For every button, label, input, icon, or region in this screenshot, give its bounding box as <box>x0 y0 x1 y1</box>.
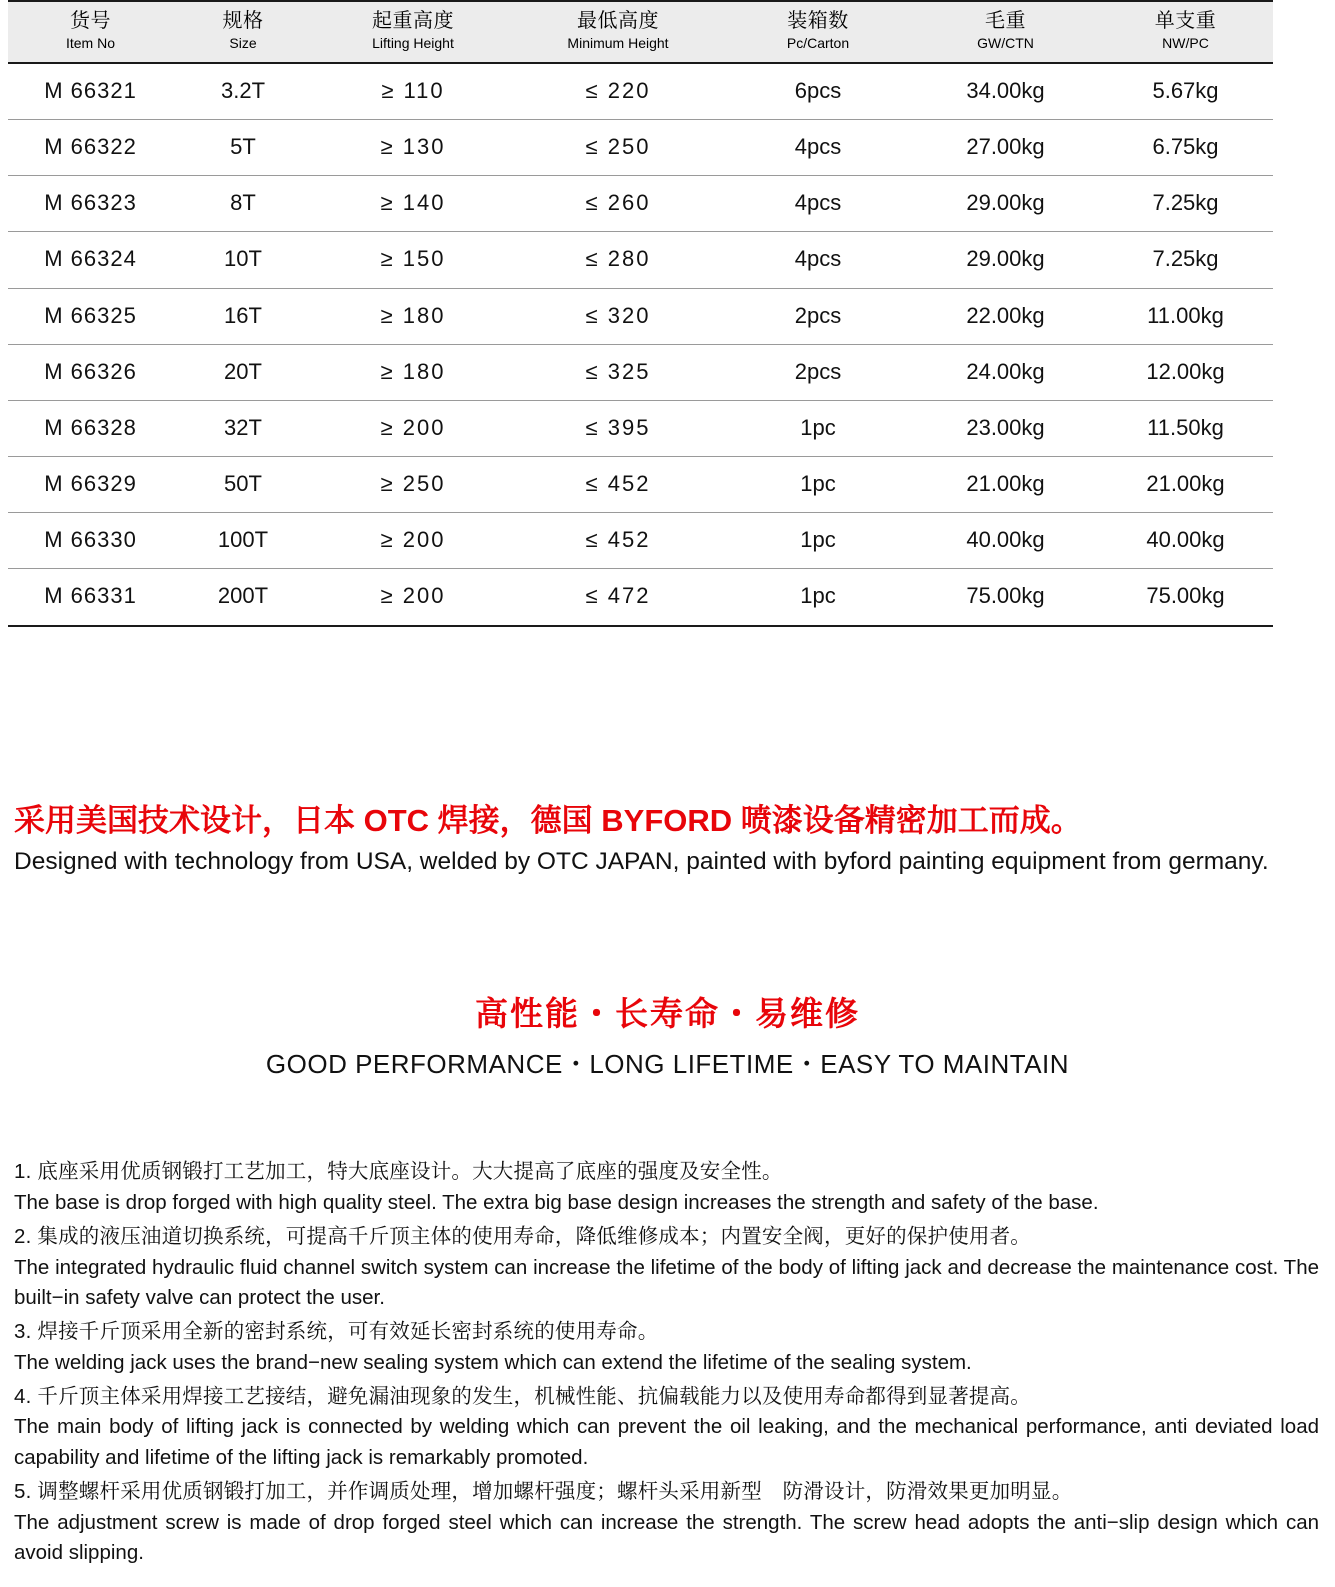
cell-item-no: M 66329 <box>8 457 173 513</box>
cell-item-no: M 66326 <box>8 344 173 400</box>
table-row <box>8 288 1273 344</box>
cell-item-no: M 66325 <box>8 288 173 344</box>
cell-minimum-height: ≤ 452 <box>513 513 723 569</box>
cell-lifting-height: ≥ 200 <box>313 400 513 456</box>
cell-net-weight: 5.67kg <box>1098 63 1273 120</box>
table-row <box>8 119 1273 175</box>
column-header-cn: 单支重 <box>1154 10 1217 32</box>
column-header-en: NW/PC <box>1162 35 1209 51</box>
cell-size: 100T <box>173 513 313 569</box>
cell-item-no: M 66321 <box>8 63 173 120</box>
feature-list <box>14 1156 1319 1569</box>
feature-chinese: 3. 焊接千斤顶采用全新的密封系统，可有效延长密封系统的使用寿命。 <box>14 1320 659 1344</box>
cell-lifting-height: ≥ 140 <box>313 176 513 232</box>
cell-pc-carton: 4pcs <box>723 232 913 288</box>
cell-gross-weight: 75.00kg <box>913 569 1098 626</box>
cell-minimum-height: ≤ 220 <box>513 63 723 120</box>
cell-net-weight: 75.00kg <box>1098 569 1273 626</box>
headline-chinese: 高性能・长寿命・易维修 <box>475 995 860 1033</box>
cell-gross-weight: 27.00kg <box>913 119 1098 175</box>
cell-minimum-height: ≤ 250 <box>513 119 723 175</box>
specification-table <box>8 0 1273 627</box>
table-row <box>8 63 1273 120</box>
column-header-cn: 装箱数 <box>787 10 849 32</box>
column-header-lifting-height <box>313 1 513 63</box>
column-header-cn: 货号 <box>70 10 111 32</box>
cell-gross-weight: 29.00kg <box>913 176 1098 232</box>
slogan-block <box>14 802 1314 879</box>
cell-size: 20T <box>173 344 313 400</box>
cell-size: 16T <box>173 288 313 344</box>
column-header-net-weight <box>1098 1 1273 63</box>
column-header-cn: 起重高度 <box>372 10 454 32</box>
feature-chinese: 2. 集成的液压油道切换系统，可提高千斤顶主体的使用寿命，降低维修成本；内置安全阀，更好的保护使用者。 <box>14 1224 1031 1248</box>
cell-lifting-height: ≥ 200 <box>313 569 513 626</box>
cell-size: 8T <box>173 176 313 232</box>
cell-size: 32T <box>173 400 313 456</box>
column-header-en: Item No <box>65 35 115 51</box>
cell-item-no: M 66323 <box>8 176 173 232</box>
cell-lifting-height: ≥ 110 <box>313 63 513 120</box>
column-header-en: GW/CTN <box>977 35 1034 51</box>
cell-pc-carton: 1pc <box>723 457 913 513</box>
cell-gross-weight: 40.00kg <box>913 513 1098 569</box>
cell-gross-weight: 23.00kg <box>913 400 1098 456</box>
cell-pc-carton: 1pc <box>723 513 913 569</box>
cell-pc-carton: 6pcs <box>723 63 913 120</box>
cell-minimum-height: ≤ 472 <box>513 569 723 626</box>
table-body <box>8 63 1273 626</box>
headline-english: GOOD PERFORMANCE・LONG LIFETIME・EASY TO MAINTAIN <box>265 1049 1070 1080</box>
slogan-english: Designed with technology from USA, welded by OTC JAPAN, painted with byford painting equipment from germany. <box>14 848 1269 876</box>
table-row <box>8 344 1273 400</box>
cell-gross-weight: 21.00kg <box>913 457 1098 513</box>
cell-gross-weight: 22.00kg <box>913 288 1098 344</box>
feature-chinese: 1. 底座采用优质钢锻打工艺加工，特大底座设计。大大提高了底座的强度及安全性。 <box>14 1160 783 1184</box>
feature-english: The integrated hydraulic fluid channel switch system can increase the lifetime of the body of lifting jack and decrease the maintenance cost. The built−in safety valve can protect the user. <box>14 1255 1319 1310</box>
cell-pc-carton: 1pc <box>723 569 913 626</box>
cell-minimum-height: ≤ 395 <box>513 400 723 456</box>
column-header-cn: 规格 <box>222 10 264 32</box>
column-header-minimum-height <box>513 1 723 63</box>
column-header-en: Pc/Carton <box>786 35 850 51</box>
cell-pc-carton: 1pc <box>723 400 913 456</box>
cell-net-weight: 11.00kg <box>1098 288 1273 344</box>
table-row <box>8 513 1273 569</box>
cell-minimum-height: ≤ 280 <box>513 232 723 288</box>
cell-minimum-height: ≤ 320 <box>513 288 723 344</box>
feature-item <box>14 1156 1319 1219</box>
cell-pc-carton: 4pcs <box>723 119 913 175</box>
column-header-en: Lifting Height <box>372 35 454 51</box>
feature-item <box>14 1221 1319 1314</box>
feature-english: The main body of lifting jack is connected by welding which can prevent the oil leaking, and the mechanical performance, anti deviated load capability and lifetime of the lifting jack is remarkably promoted. <box>14 1415 1319 1470</box>
column-header-gross-weight <box>913 1 1098 63</box>
column-header-en: Minimum Height <box>567 35 669 51</box>
column-header-item-no <box>8 1 173 63</box>
cell-size: 5T <box>173 119 313 175</box>
headline-block <box>0 988 1335 1081</box>
cell-size: 50T <box>173 457 313 513</box>
feature-chinese: 5. 调整螺杆采用优质钢锻打加工，并作调质处理，增加螺杆强度；螺杆头采用新型 防滑设计，防滑效果更加明显。 <box>14 1479 1073 1503</box>
table-header-row <box>8 1 1273 63</box>
feature-english: The welding jack uses the brand−new sealing system which can extend the lifetime of the sealing system. <box>14 1350 972 1374</box>
cell-lifting-height: ≥ 200 <box>313 513 513 569</box>
cell-net-weight: 40.00kg <box>1098 513 1273 569</box>
cell-net-weight: 12.00kg <box>1098 344 1273 400</box>
cell-net-weight: 7.25kg <box>1098 176 1273 232</box>
cell-size: 200T <box>173 569 313 626</box>
table-row <box>8 569 1273 626</box>
feature-item <box>14 1381 1319 1474</box>
cell-lifting-height: ≥ 180 <box>313 288 513 344</box>
cell-pc-carton: 2pcs <box>723 288 913 344</box>
cell-minimum-height: ≤ 325 <box>513 344 723 400</box>
table-header <box>8 1 1273 63</box>
feature-item <box>14 1476 1319 1569</box>
cell-gross-weight: 34.00kg <box>913 63 1098 120</box>
cell-lifting-height: ≥ 150 <box>313 232 513 288</box>
feature-chinese: 4. 千斤顶主体采用焊接工艺接结，避免漏油现象的发生，机械性能、抗偏载能力以及使用寿命都得到显著提高。 <box>14 1384 1031 1408</box>
column-header-cn: 最低高度 <box>577 10 659 32</box>
cell-lifting-height: ≥ 130 <box>313 119 513 175</box>
cell-pc-carton: 2pcs <box>723 344 913 400</box>
cell-size: 10T <box>173 232 313 288</box>
feature-english: The base is drop forged with high quality steel. The extra big base design increases the strength and safety of the base. <box>14 1191 1099 1215</box>
cell-minimum-height: ≤ 260 <box>513 176 723 232</box>
cell-item-no: M 66328 <box>8 400 173 456</box>
cell-pc-carton: 4pcs <box>723 176 913 232</box>
cell-net-weight: 11.50kg <box>1098 400 1273 456</box>
table-row <box>8 232 1273 288</box>
cell-item-no: M 66331 <box>8 569 173 626</box>
cell-item-no: M 66330 <box>8 513 173 569</box>
column-header-en: Size <box>229 35 257 51</box>
cell-net-weight: 6.75kg <box>1098 119 1273 175</box>
column-header-cn: 毛重 <box>985 10 1026 32</box>
feature-english: The adjustment screw is made of drop forged steel which can increase the strength. The screw head adopts the anti−slip design which can avoid slipping. <box>14 1510 1319 1565</box>
cell-item-no: M 66322 <box>8 119 173 175</box>
cell-item-no: M 66324 <box>8 232 173 288</box>
cell-lifting-height: ≥ 180 <box>313 344 513 400</box>
cell-net-weight: 7.25kg <box>1098 232 1273 288</box>
cell-gross-weight: 29.00kg <box>913 232 1098 288</box>
feature-item <box>14 1316 1319 1379</box>
cell-size: 3.2T <box>173 63 313 120</box>
table-row <box>8 400 1273 456</box>
column-header-size <box>173 1 313 63</box>
table-row <box>8 176 1273 232</box>
table-row <box>8 457 1273 513</box>
cell-net-weight: 21.00kg <box>1098 457 1273 513</box>
column-header-pc-carton <box>723 1 913 63</box>
slogan-chinese: 采用美国技术设计，日本 OTC 焊接，德国 BYFORD 喷漆设备精密加工而成。 <box>14 802 1082 838</box>
cell-lifting-height: ≥ 250 <box>313 457 513 513</box>
cell-gross-weight: 24.00kg <box>913 344 1098 400</box>
cell-minimum-height: ≤ 452 <box>513 457 723 513</box>
